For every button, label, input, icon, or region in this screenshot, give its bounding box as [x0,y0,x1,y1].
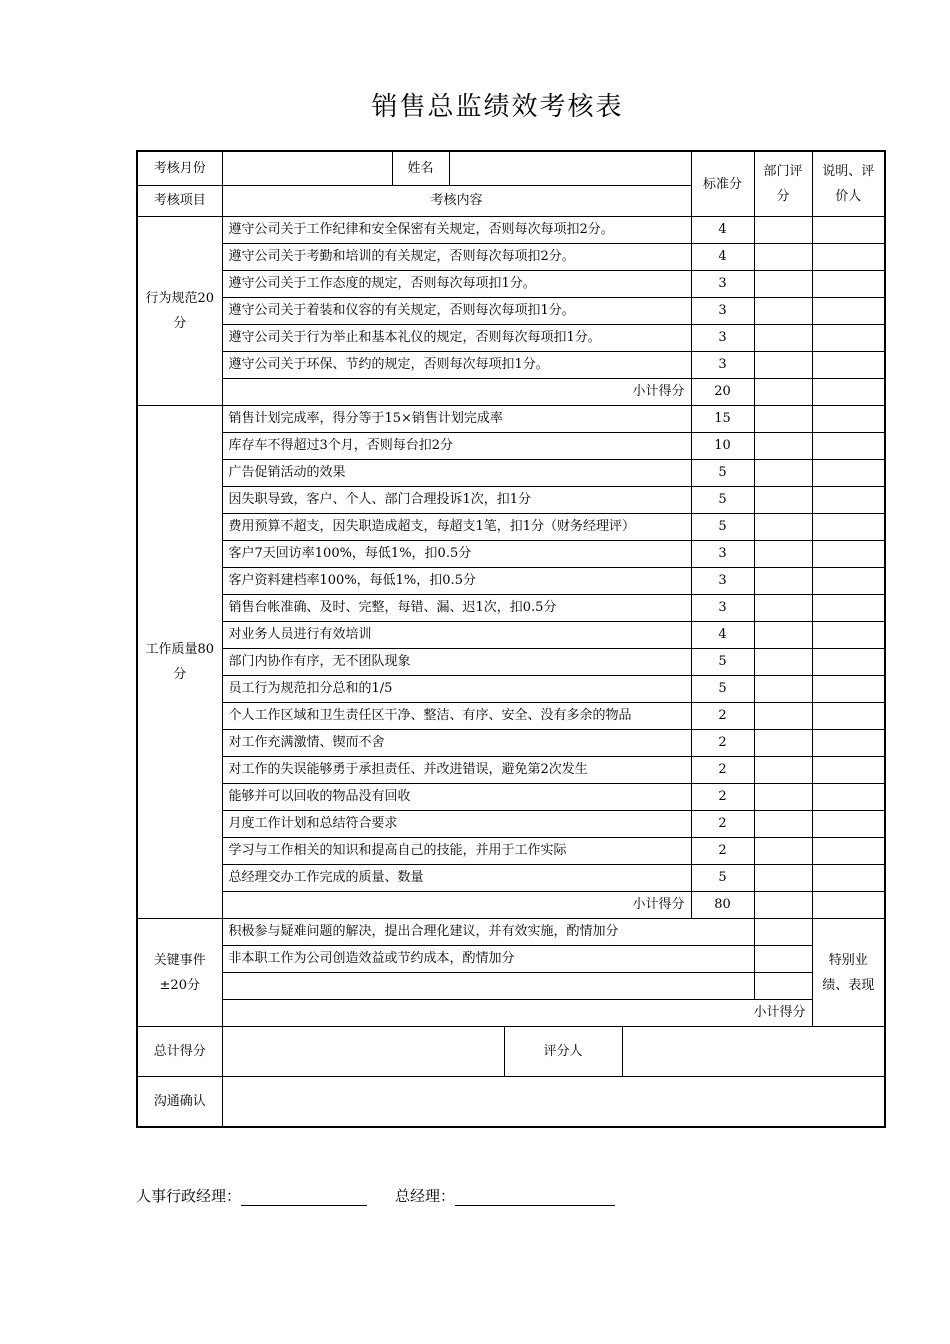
name-field[interactable] [449,151,691,186]
criterion-text: 对业务人员进行有效培训 [222,622,691,649]
comment-cell[interactable] [812,406,885,433]
table-row [137,244,885,271]
comment-cell[interactable] [812,730,885,757]
standard-score: 5 [691,865,754,892]
dept-score-cell[interactable] [754,838,812,865]
dept-score-cell[interactable] [754,892,812,919]
table-row [137,973,885,1000]
comment-cell[interactable] [812,325,885,352]
comment-cell[interactable] [812,892,885,919]
hr-manager-label: 人事行政经理： [136,1187,242,1205]
dept-score-cell[interactable] [754,514,812,541]
dept-score-header: 部门评分 [754,151,812,217]
dept-score-cell[interactable] [754,676,812,703]
standard-score: 2 [691,784,754,811]
criterion-text: 能够并可以回收的物品没有回收 [222,784,691,811]
comment-cell[interactable] [812,676,885,703]
dept-score-cell[interactable] [754,568,812,595]
comment-cell[interactable] [812,352,885,379]
dept-score-cell[interactable] [754,379,812,406]
criterion-text: 遵守公司关于着装和仪容的有关规定，否则每次每项扣1分。 [222,298,691,325]
criterion-text: 遵守公司关于工作纪律和安全保密有关规定，否则每次每项扣2分。 [222,217,691,244]
comment-cell[interactable] [812,595,885,622]
table-row [137,217,885,244]
comment-cell[interactable] [812,487,885,514]
standard-score: 3 [691,541,754,568]
dept-score-cell[interactable] [754,244,812,271]
dept-score-cell[interactable] [754,352,812,379]
standard-score: 2 [691,757,754,784]
table-row [137,298,885,325]
table-row [137,838,885,865]
event-score-cell[interactable] [754,946,812,973]
month-field[interactable] [222,151,392,186]
communication-label: 沟通确认 [137,1077,222,1128]
standard-score: 3 [691,352,754,379]
standard-score: 2 [691,811,754,838]
content-header: 考核内容 [222,186,691,217]
dept-score-cell[interactable] [754,784,812,811]
dept-score-cell[interactable] [754,487,812,514]
criterion-text: 销售计划完成率，得分等于15×销售计划完成率 [222,406,691,433]
table-row [137,325,885,352]
subtotal-row [137,379,885,406]
standard-score: 3 [691,298,754,325]
criterion-text: 遵守公司关于环保、节约的规定，否则每次每项扣1分。 [222,352,691,379]
standard-score-header: 标准分 [691,151,754,217]
dept-score-cell[interactable] [754,271,812,298]
dept-score-cell[interactable] [754,298,812,325]
month-label: 考核月份 [137,151,222,186]
criterion-text: 部门内协作有序，无不团队现象 [222,649,691,676]
table-row [137,541,885,568]
criterion-text: 月度工作计划和总结符合要求 [222,811,691,838]
table-row [137,460,885,487]
table-row [137,811,885,838]
table-row [137,514,885,541]
event-text[interactable]: 非本职工作为公司创造效益或节约成本，酌情加分 [222,946,754,973]
criterion-text: 广告促销活动的效果 [222,460,691,487]
criterion-text: 个人工作区域和卫生责任区干净、整洁、有序、安全、没有多余的物品 [222,703,691,730]
comment-cell[interactable] [812,244,885,271]
comment-cell[interactable] [812,622,885,649]
table-row [137,919,885,946]
comment-cell[interactable] [812,838,885,865]
table-row [137,568,885,595]
comment-cell[interactable] [812,379,885,406]
table-row [137,271,885,298]
assessment-table [136,150,886,1128]
table-row [137,622,885,649]
total-score-field[interactable] [222,1027,504,1077]
comment-cell[interactable] [812,541,885,568]
dept-score-cell[interactable] [754,865,812,892]
standard-score: 5 [691,487,754,514]
standard-score: 4 [691,622,754,649]
standard-score: 3 [691,595,754,622]
dept-score-cell[interactable] [754,811,812,838]
standard-score: 5 [691,649,754,676]
event-text[interactable]: 积极参与疑难问题的解决，提出合理化建议，并有效实施，酌情加分 [222,919,754,946]
subtotal-score: 20 [691,379,754,406]
signature-footer [136,1185,615,1206]
event-score-cell[interactable] [754,919,812,946]
comment-cell[interactable] [812,298,885,325]
dept-score-cell[interactable] [754,622,812,649]
criterion-text: 库存车不得超过3个月，否则每台扣2分 [222,433,691,460]
category-quality: 工作质量80分 [137,406,222,919]
comment-cell[interactable] [812,811,885,838]
total-row [137,1027,885,1077]
standard-score: 3 [691,568,754,595]
total-score-label: 总计得分 [137,1027,222,1077]
general-manager-label: 总经理： [395,1187,456,1205]
comment-header: 说明、评价人 [812,151,885,217]
criterion-text: 对工作的失误能够勇于承担责任、并改进错误，避免第2次发生 [222,757,691,784]
criterion-text: 遵守公司关于工作态度的规定，否则每次每项扣1分。 [222,271,691,298]
criterion-text: 员工行为规范扣分总和的1/5 [222,676,691,703]
subtotal-label: 小计得分 [222,1000,812,1027]
comment-cell[interactable] [812,460,885,487]
criterion-text: 学习与工作相关的知识和提高自己的技能，并用于工作实际 [222,838,691,865]
rater-label: 评分人 [504,1027,622,1077]
table-row [137,406,885,433]
standard-score: 2 [691,730,754,757]
hr-manager-signature-line[interactable] [241,1188,367,1206]
table-row [137,865,885,892]
comment-cell[interactable] [812,649,885,676]
criterion-text: 客户7天回访率100%，每低1%，扣0.5分 [222,541,691,568]
standard-score: 4 [691,244,754,271]
standard-score: 10 [691,433,754,460]
table-row [137,433,885,460]
comment-cell[interactable] [812,514,885,541]
dept-score-cell[interactable] [754,703,812,730]
table-row [137,676,885,703]
standard-score: 3 [691,325,754,352]
table-row [137,784,885,811]
name-label: 姓名 [392,151,449,186]
dept-score-cell[interactable] [754,595,812,622]
table-row [137,946,885,973]
dept-score-cell[interactable] [754,433,812,460]
general-manager-signature-line[interactable] [455,1188,615,1206]
comment-cell[interactable] [812,865,885,892]
table-row [137,703,885,730]
comment-cell[interactable] [812,271,885,298]
table-row [137,595,885,622]
comment-cell[interactable] [812,433,885,460]
subtotal-label: 小计得分 [222,379,691,406]
criterion-text: 因失职导致，客户、个人、部门合理投诉1次，扣1分 [222,487,691,514]
subtotal-row [137,1000,885,1027]
comment-cell[interactable] [812,784,885,811]
table-row [137,757,885,784]
communication-row [137,1077,885,1128]
dept-score-cell[interactable] [754,406,812,433]
dept-score-cell[interactable] [754,730,812,757]
table-row [137,649,885,676]
table-row [137,487,885,514]
criterion-text: 对工作充满激情、锲而不舍 [222,730,691,757]
standard-score: 5 [691,514,754,541]
subtotal-row [137,892,885,919]
criterion-text: 客户资料建档率100%，每低1%，扣0.5分 [222,568,691,595]
comment-cell[interactable] [812,568,885,595]
dept-score-cell[interactable] [754,541,812,568]
criterion-text: 费用预算不超支，因失职造成超支，每超支1笔，扣1分（财务经理评） [222,514,691,541]
standard-score: 5 [691,676,754,703]
subtotal-score: 80 [691,892,754,919]
comment-cell[interactable] [812,217,885,244]
criterion-text: 总经理交办工作完成的质量、数量 [222,865,691,892]
category-key-events: 关键事件±20分 [137,919,222,1027]
dept-score-cell[interactable] [754,217,812,244]
special-performance-label: 特别业绩、表现 [812,919,885,1027]
rater-field[interactable] [622,1027,885,1077]
standard-score: 2 [691,838,754,865]
standard-score: 2 [691,703,754,730]
standard-score: 5 [691,460,754,487]
criterion-text: 遵守公司关于行为举止和基本礼仪的规定，否则每次每项扣1分。 [222,325,691,352]
page-title: 销售总监绩效考核表 [371,92,624,122]
subtotal-label: 小计得分 [222,892,691,919]
standard-score: 15 [691,406,754,433]
criterion-text: 遵守公司关于考勤和培训的有关规定，否则每次每项扣2分。 [222,244,691,271]
dept-score-cell[interactable] [754,460,812,487]
comment-cell[interactable] [812,757,885,784]
dept-score-cell[interactable] [754,325,812,352]
criterion-text: 销售台帐准确、及时、完整，每错、漏、迟1次，扣0.5分 [222,595,691,622]
item-header: 考核项目 [137,186,222,217]
category-behavior: 行为规范20分 [137,217,222,406]
dept-score-cell[interactable] [754,649,812,676]
standard-score: 4 [691,217,754,244]
event-text[interactable] [222,973,754,1000]
table-row [137,730,885,757]
communication-field[interactable] [222,1077,885,1128]
event-score-cell[interactable] [754,973,812,1000]
table-row [137,352,885,379]
comment-cell[interactable] [812,703,885,730]
standard-score: 3 [691,271,754,298]
dept-score-cell[interactable] [754,757,812,784]
